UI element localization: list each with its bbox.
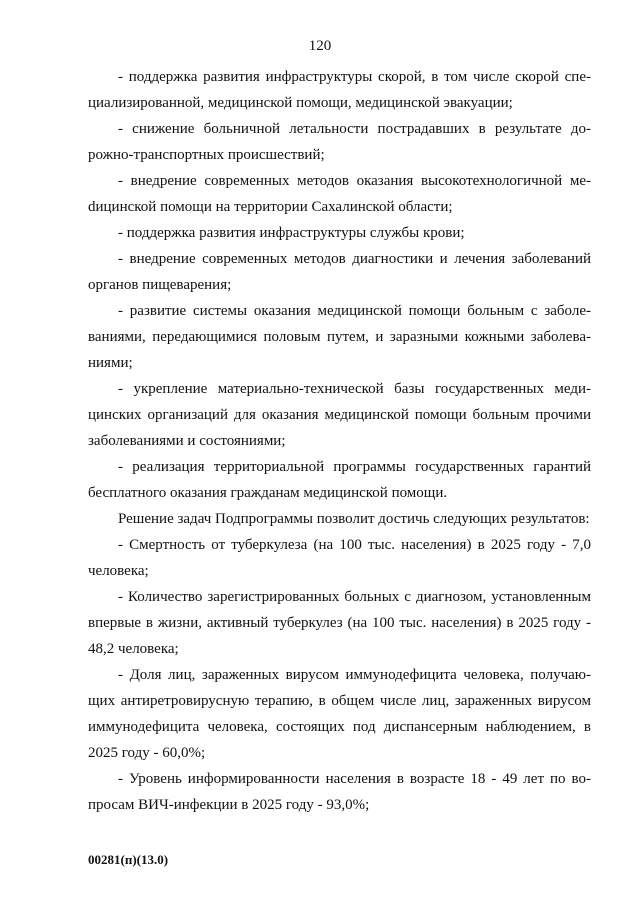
paragraph: - Уровень информированности населения в возрасте 18 - 49 лет по вопросам ВИЧ-инфекции в 2025 году - 93,0%; [88,771,591,813]
paragraph: - реализация территориальной программы государственных гарантий бесплатного оказания гражданам медицинской помощи. [88,459,591,501]
paragraph: - Количество зарегистрированных больных с диагнозом, установленным впервые в жизни, активный туберкулез (на 100 тыс. населения) в 2025 году - 48,2 человека; [88,589,591,657]
paragraph: - Смертность от туберкулеза (на 100 тыс. населения) в 2025 году - 7,0 человека; [88,537,591,579]
document-code: 00281(п)(13.0) [88,852,169,867]
paragraph: - внедрение современных методов оказания высокотехнологичной меdицинской помощи на территории Сахалинской области; [88,173,591,215]
document-body [88,64,591,818]
paragraph: - внедрение современных методов диагностики и лечения заболеваний органов пищеварения; [88,251,591,293]
paragraph: Решение задач Подпрограммы позволит достичь следующих результатов: [118,511,590,527]
paragraph: - поддержка развития инфраструктуры скорой, в том числе скорой специализированной, медицинской помощи, медицинской эвакуации; [88,69,591,111]
paragraph: - Доля лиц, зараженных вирусом иммунодефицита человека, получающих антиретровирусную терапию, в общем числе лиц, зараженных вирусом иммунодефицита человека, состоящих под диспансерным наблюдением, в 2025 году - 60,0%; [88,667,591,761]
paragraph: - снижение больничной летальности пострадавших в результате дорожно-транспортных происшествий; [88,121,591,163]
paragraph: - развитие системы оказания медицинской помощи больным с заболеваниями, передающимися половым путем, и заразными кожными заболеваниями; [88,303,591,371]
paragraph: - укрепление материально-технической базы государственных медицинских организаций для оказания медицинской помощи больным прочими заболеваниями и состояниями; [88,381,591,449]
page-number: 120 [308,38,332,54]
paragraph: - поддержка развития инфраструктуры службы крови; [118,225,465,241]
